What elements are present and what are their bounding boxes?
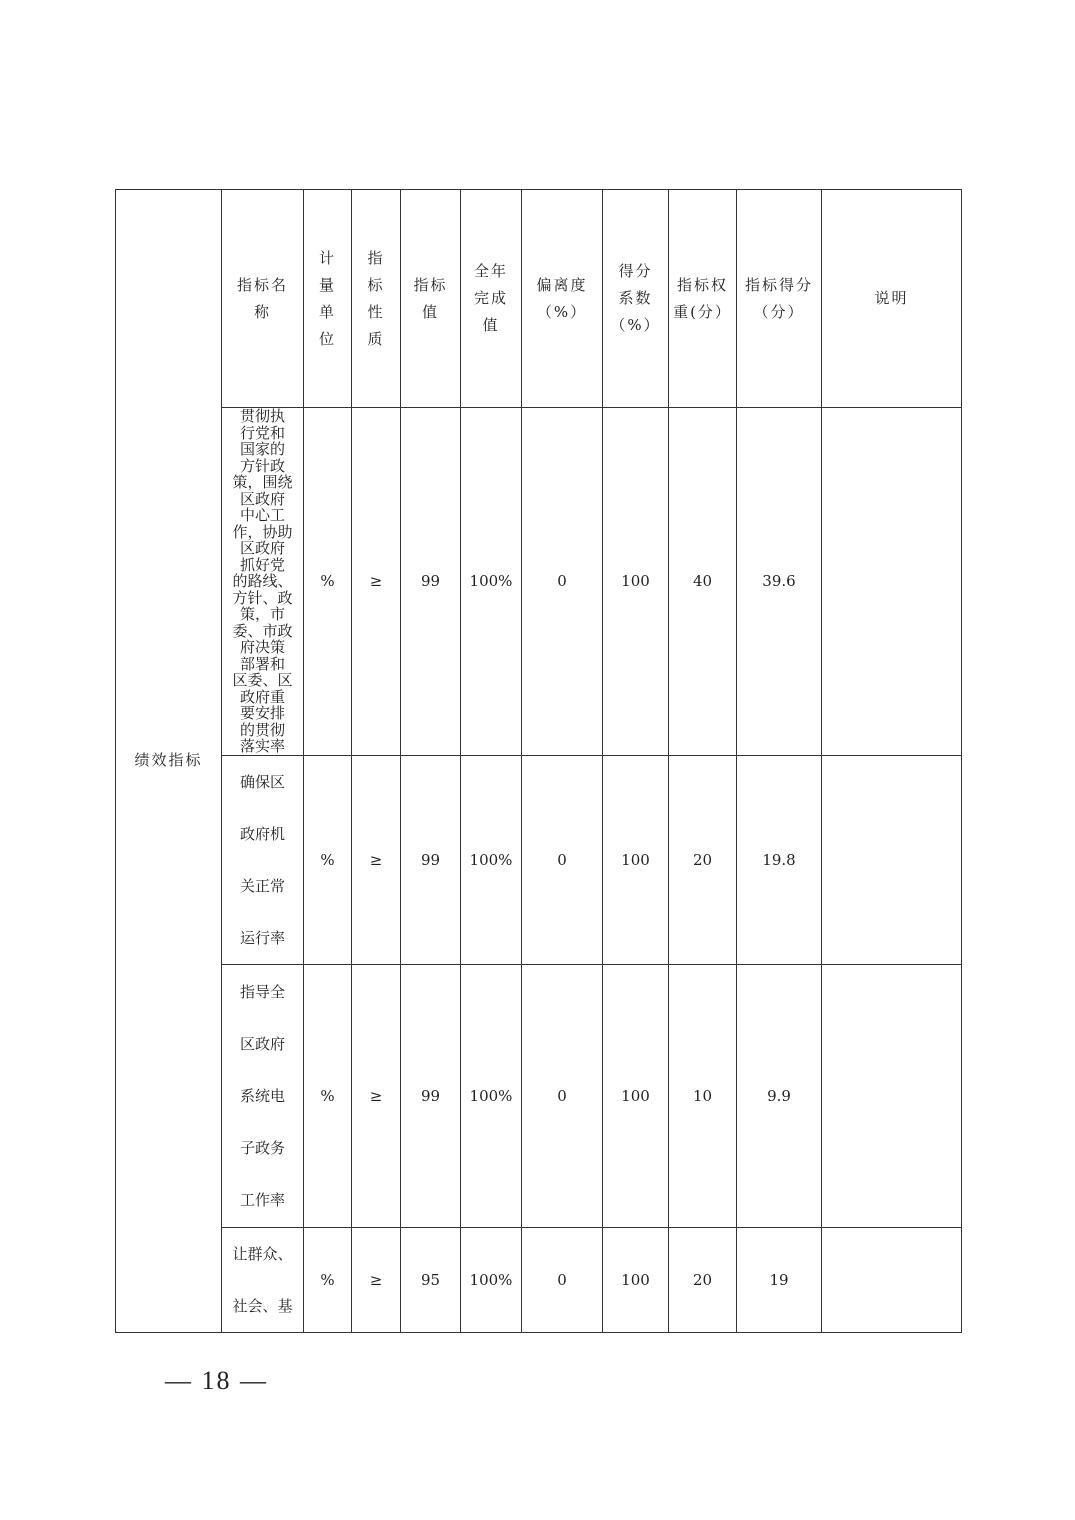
actual-cell: 100% <box>461 1227 522 1332</box>
weight-cell: 20 <box>669 755 737 964</box>
target-cell: 99 <box>401 755 461 964</box>
section-label-cell <box>116 190 222 1333</box>
nature-cell: ≥ <box>352 1227 401 1332</box>
coef-cell: 100 <box>603 964 669 1227</box>
score-cell: 19 <box>737 1227 822 1332</box>
score-cell: 19.8 <box>737 755 822 964</box>
header-unit: 计 量 单 位 <box>304 190 352 408</box>
indicator-name: 让群众、 社会、基 <box>222 1227 304 1332</box>
section-label: 绩效指标 <box>134 751 203 770</box>
indicator-name: 确保区 政府机 关正常 运行率 <box>222 755 304 964</box>
actual-cell: 100% <box>461 755 522 964</box>
deviation-cell: 0 <box>522 1227 603 1332</box>
table-row <box>116 408 962 756</box>
unit-cell: % <box>304 1227 352 1332</box>
unit-cell: % <box>304 964 352 1227</box>
score-cell: 9.9 <box>737 964 822 1227</box>
header-actual: 全年 完成 值 <box>461 190 522 408</box>
header-nature: 指 标 性 质 <box>352 190 401 408</box>
indicator-name: 指导全 区政府 系统电 子政务 工作率 <box>222 964 304 1227</box>
weight-cell: 10 <box>669 964 737 1227</box>
performance-indicator-table <box>115 189 962 1333</box>
header-name: 指标名 称 <box>222 190 304 408</box>
target-cell: 99 <box>401 408 461 756</box>
target-cell: 95 <box>401 1227 461 1332</box>
unit-cell: % <box>304 755 352 964</box>
header-row <box>116 190 962 408</box>
table-row <box>116 755 962 964</box>
note-cell <box>822 755 962 964</box>
deviation-cell: 0 <box>522 755 603 964</box>
unit-cell: % <box>304 408 352 756</box>
header-weight: 指标权 重(分） <box>669 190 737 408</box>
coef-cell: 100 <box>603 408 669 756</box>
table-row <box>116 1227 962 1332</box>
actual-cell: 100% <box>461 964 522 1227</box>
header-target: 指标 值 <box>401 190 461 408</box>
table-row <box>116 964 962 1227</box>
actual-cell: 100% <box>461 408 522 756</box>
target-cell: 99 <box>401 964 461 1227</box>
note-cell <box>822 1227 962 1332</box>
weight-cell: 20 <box>669 1227 737 1332</box>
nature-cell: ≥ <box>352 408 401 756</box>
note-cell <box>822 408 962 756</box>
coef-cell: 100 <box>603 1227 669 1332</box>
page-number: — 18 — <box>165 1366 268 1395</box>
header-score: 指标得分 （分） <box>737 190 822 408</box>
header-deviation: 偏离度 （%） <box>522 190 603 408</box>
score-cell: 39.6 <box>737 408 822 756</box>
header-note: 说明 <box>822 190 962 408</box>
note-cell <box>822 964 962 1227</box>
nature-cell: ≥ <box>352 964 401 1227</box>
coef-cell: 100 <box>603 755 669 964</box>
deviation-cell: 0 <box>522 408 603 756</box>
nature-cell: ≥ <box>352 755 401 964</box>
header-coef: 得分 系数 （%） <box>603 190 669 408</box>
indicator-name: 贯彻执 行党和 国家的 方针政 策，围绕 区政府 中心工 作，协助 区政府 抓好党 的路线、 方针、政 策，市 委、市政 府决策 部署和 区委、区 政府重 要安排 的贯彻 落实率 <box>222 408 304 756</box>
deviation-cell: 0 <box>522 964 603 1227</box>
weight-cell: 40 <box>669 408 737 756</box>
